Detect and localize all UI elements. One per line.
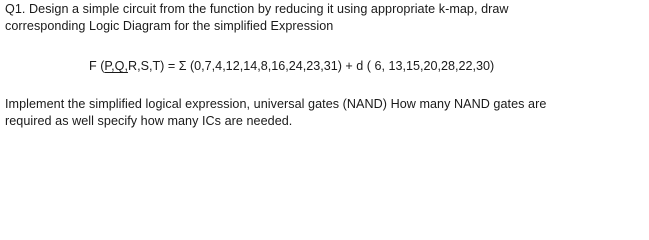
formula-minterms: R,S,T) = Σ (0,7,4,12,14,8,16,24,23,31) + d ( 6, 13,15,20,28,22,30): [127, 59, 495, 73]
formula-variables-underlined: P,Q,: [104, 59, 128, 73]
question-text-line-2: corresponding Logic Diagram for the simplified Expression: [5, 19, 334, 33]
question-text-line-1: Q1. Design a simple circuit from the function by reducing it using appropriate k-map, draw: [5, 2, 509, 16]
formula-prefix: F (: [89, 59, 105, 73]
boolean-function-formula: [89, 58, 494, 74]
instruction-text-line-1: Implement the simplified logical expression, universal gates (NAND) How many NAND gates are: [5, 97, 547, 111]
instruction-text-line-2: required as well specify how many ICs are needed.: [5, 114, 293, 128]
